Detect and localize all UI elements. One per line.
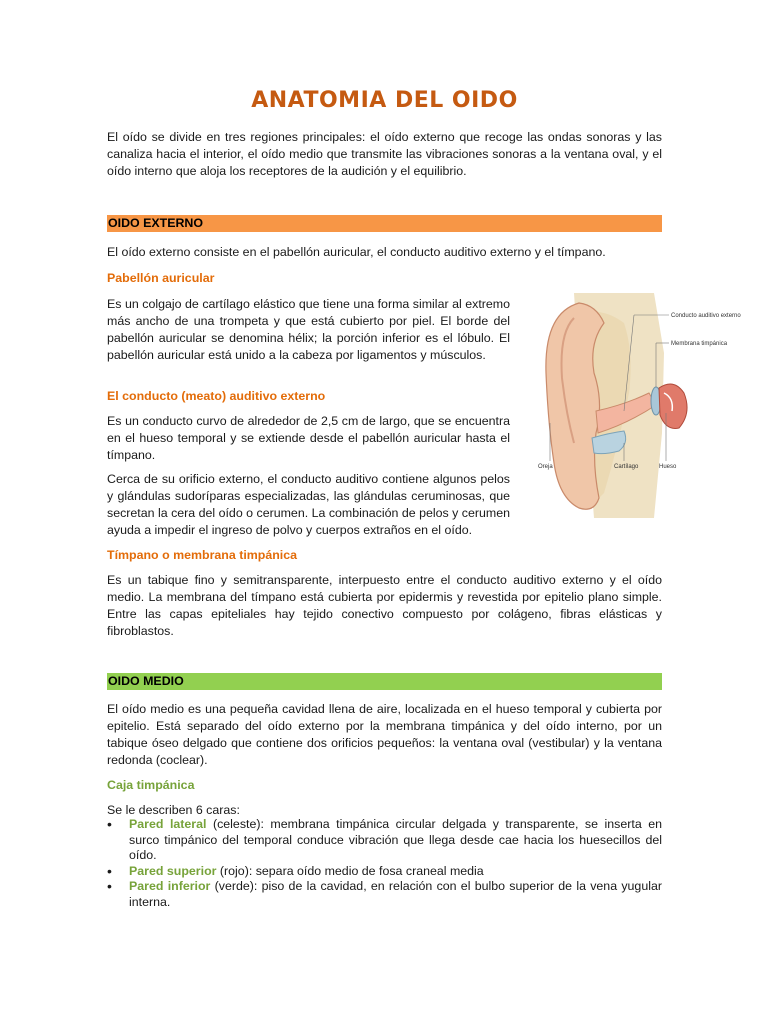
figure-label-conducto: Conducto auditivo externo [671,313,741,319]
list-item-term: Pared lateral [129,817,207,831]
ear-anatomy-figure [534,293,741,518]
caras-list [107,817,662,910]
list-item [107,817,662,864]
subheading-pabellon: Pabellón auricular [107,271,215,285]
intro-paragraph: El oído se divide en tres regiones principales: el oído externo que recoge las ondas sonoras y las canaliza hacia el interior, el oído medio que transmite las vibraciones sonoras a la ventana oval, y el oído interno que aloja los receptores de la audición y el equilibrio. [107,130,662,178]
timpano-paragraph: Es un tabique fino y semitransparente, interpuesto entre el conducto auditivo externo y el oído medio. La membrana del tímpano está cubierta por epidermis y revestida por epitelio plano simple. Entre las capas epiteliales hay tejido conectivo compuesto por colágeno, fibras elásticas y fibroblastos. [107,573,662,638]
figure-label-oreja: Oreja [538,464,553,470]
list-item-text: (verde): piso de la cavidad, en relación con el bulbo superior de la vena yugular interna. [129,879,662,909]
figure-label-cartilago: Cartílago [614,464,639,470]
page-title: ANATOMIA DEL OIDO [251,88,518,113]
list-item [107,879,662,910]
medio-intro: El oído medio es una pequeña cavidad llena de aire, localizada en el hueso temporal y cubierta por epitelio. Está separado del oído externo por la membrana timpánica y del oído interno, por un tabique óseo delgado que contiene dos orificios pequeños: la ventana oval (vestibular) y la ventana redonda (coclear). [107,702,662,767]
conducto-paragraph-1: Es un conducto curvo de alrededor de 2,5 cm de largo, que se encuentra en el hueso temporal y se extiende desde el pabellón auricular hasta el tímpano. [107,414,510,462]
subheading-conducto: El conducto (meato) auditivo externo [107,389,326,403]
caja-intro: Se le describen 6 caras: [107,803,240,817]
subheading-caja-timpanica: Caja timpánica [107,778,195,792]
list-item-text: (celeste): membrana timpánica circular delgada y transparente, se inserta en surco timpánico del temporal conduce vibración que llega desde cae hacia los huesecillos del oído. [129,817,662,862]
list-item-text: (rojo): separa oído medio de fosa craneal media [216,863,484,878]
section-heading-oido-medio: OIDO MEDIO [107,673,662,690]
subheading-timpano: Tímpano o membrana timpánica [107,548,298,562]
pabellon-paragraph: Es un colgajo de cartílago elástico que tiene una forma similar al extremo más ancho de una trompeta y que está cubierto por piel. El borde del pabellón auricular se denomina hélix; la porción inferior es el lóbulo. El pabellón auricular está unido a la cabeza por ligamentos y músculos. [107,297,510,362]
figure-label-hueso: Hueso [659,464,677,470]
figure-label-membrana: Membrana timpánica [671,341,728,347]
conducto-paragraph-2: Cerca de su orificio externo, el conducto auditivo contiene algunos pelos y glándulas sudoríparas especializadas, las glándulas ceruminosas, que secretan la cera del oído o cerumen. La combinación de pelos y cerumen ayuda a impedir el ingreso de polvo y cuerpos extraños en el oído. [107,472,510,537]
list-item-term: Pared superior [129,863,217,878]
list-item [107,864,662,880]
section-heading-oido-externo: OIDO EXTERNO [107,215,662,232]
list-item-term: Pared inferior [129,879,211,893]
externo-intro: El oído externo consiste en el pabellón auricular, el conducto auditivo externo y el tímpano. [107,245,606,259]
